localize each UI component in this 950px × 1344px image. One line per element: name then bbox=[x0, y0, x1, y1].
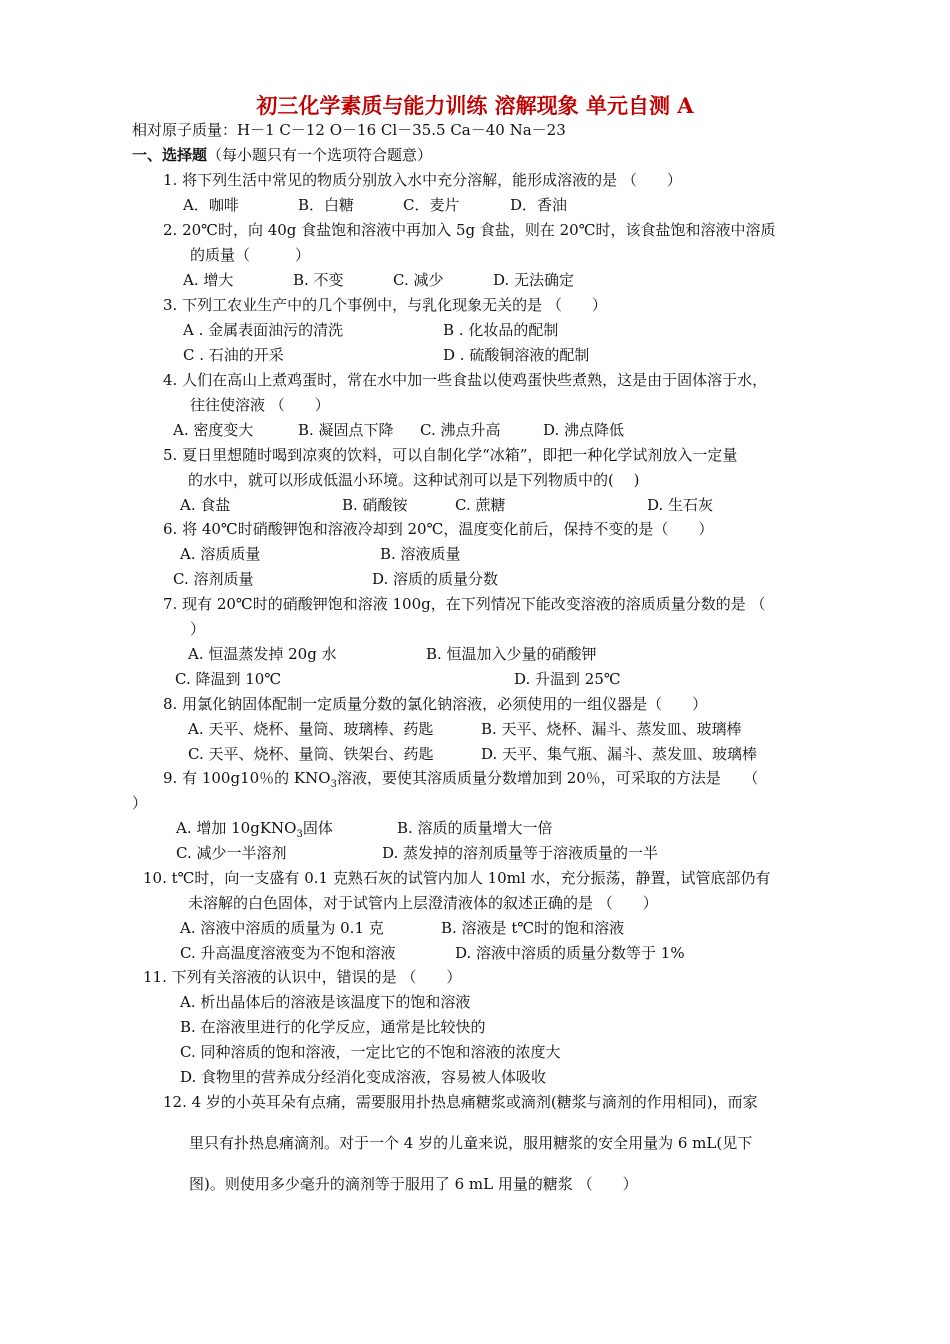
q4-option-a: A. 密度变大 bbox=[173, 421, 254, 439]
q4-option-b: B. 凝固点下降 bbox=[298, 421, 394, 439]
q3-option-d: D . 硫酸铜溶液的配制 bbox=[443, 346, 590, 364]
q1-option-a: A．咖啡 bbox=[183, 196, 239, 214]
q3-option-b: B . 化妆品的配制 bbox=[443, 321, 559, 339]
q9-option-b: B. 溶质的质量增大一倍 bbox=[397, 819, 553, 837]
q7-option-b: B. 恒温加入少量的硝酸钾 bbox=[426, 645, 597, 663]
question-2: 2. 20℃时，向 40g 食盐饱和溶液中再加入 5g 食盐，则在 20℃时，该食盐饱和溶液中溶质 bbox=[163, 221, 776, 239]
q11-option-c: C. 同种溶质的饱和溶液，一定比它的不饱和溶液的浓度大 bbox=[180, 1043, 561, 1061]
q8-option-d: D. 天平、集气瓶、漏斗、蒸发皿、玻璃棒 bbox=[481, 745, 758, 763]
question-4-cont: 往往使溶液 （ ） bbox=[190, 396, 330, 414]
question-11: 11. 下列有关溶液的认识中，错误的是 （ ） bbox=[143, 968, 462, 986]
q11-option-a: A. 析出晶体后的溶液是该温度下的饱和溶液 bbox=[180, 993, 471, 1011]
q10-option-c: C. 升高温度溶液变为不饱和溶液 bbox=[180, 944, 396, 962]
q10-option-a: A. 溶液中溶质的质量为 0.1 克 bbox=[180, 919, 384, 937]
question-3: 3. 下列工农业生产中的几个事例中，与乳化现象无关的是 （ ） bbox=[163, 296, 607, 314]
q3-option-a: A . 金属表面油污的清洗 bbox=[183, 321, 344, 339]
q1-option-b: B．白糖 bbox=[298, 196, 355, 214]
question-9-cont: ） bbox=[132, 794, 148, 812]
q10-option-b: B. 溶液是 t℃时的饱和溶液 bbox=[441, 919, 625, 937]
q4-option-d: D. 沸点降低 bbox=[543, 421, 625, 439]
question-4: 4. 人们在高山上煮鸡蛋时，常在水中加一些食盐以使鸡蛋快些煮熟，这是由于固体溶于水， bbox=[163, 371, 768, 389]
q8-option-a: A. 天平、烧杯、量筒、玻璃棒、药匙 bbox=[188, 720, 434, 738]
q6-option-d: D. 溶质的质量分数 bbox=[372, 570, 499, 588]
q9-option-a-subscript: 3 bbox=[296, 829, 303, 840]
question-10: 10. t℃时，向一支盛有 0.1 克熟石灰的试管内加人 10ml 水，充分振荡，静置，试管底部仍有 bbox=[143, 869, 771, 887]
q2-option-a: A. 增大 bbox=[183, 271, 234, 289]
q1-option-d: D．香油 bbox=[510, 196, 568, 214]
question-6: 6. 将 40℃时硝酸钾饱和溶液冷却到 20℃，温度变化前后，保持不变的是（ ） bbox=[163, 520, 714, 538]
q2-option-b: B. 不变 bbox=[293, 271, 344, 289]
atomic-mass-line: 相对原子质量：H－1 C－12 O－16 Cl－35.5 Ca－40 Na－23 bbox=[132, 121, 566, 139]
question-5-cont: 的水中，就可以形成低温小环境。这种试剂可以是下列物质中的( ) bbox=[188, 471, 640, 489]
q2-option-c: C. 减少 bbox=[393, 271, 444, 289]
q5-option-a: A. 食盐 bbox=[180, 496, 231, 514]
q3-option-c: C . 石油的开采 bbox=[183, 346, 284, 364]
q2-option-d: D. 无法确定 bbox=[493, 271, 575, 289]
question-12-cont-1: 里只有扑热息痛滴剂。对于一个 4 岁的儿童来说，服用糖浆的安全用量为 6 mL(见下 bbox=[189, 1134, 753, 1152]
question-10-cont: 未溶解的白色固体，对于试管内上层澄清液体的叙述正确的是 （ ） bbox=[188, 894, 658, 912]
question-7: 7. 现有 20℃时的硝酸钾饱和溶液 100g，在下列情况下能改变溶液的溶质质量分数的是 （ bbox=[163, 595, 766, 613]
question-12: 12. 4 岁的小英耳朵有点痛，需要服用扑热息痛糖浆或滴剂(糖浆与滴剂的作用相同)，而家 bbox=[163, 1093, 758, 1111]
q6-option-c: C. 溶剂质量 bbox=[173, 570, 254, 588]
question-8: 8. 用氯化钠固体配制一定质量分数的氯化钠溶液，必须使用的一组仪器是（ ） bbox=[163, 695, 708, 713]
q7-option-a: A. 恒温蒸发掉 20g 水 bbox=[188, 645, 337, 663]
q9-option-d: D. 蒸发掉的溶剂质量等于溶液质量的一半 bbox=[382, 844, 659, 862]
q11-option-b: B. 在溶液里进行的化学反应，通常是比较快的 bbox=[180, 1018, 486, 1036]
q9-text-start: 9. 有 100g10％的 KNO bbox=[163, 769, 331, 787]
section-note: （每小题只有一个选项符合题意） bbox=[207, 146, 433, 164]
q5-option-c: C. 蔗糖 bbox=[455, 496, 506, 514]
section-title: 一、选择题 bbox=[132, 146, 208, 164]
section-heading bbox=[132, 145, 432, 165]
q5-option-b: B. 硝酸铵 bbox=[342, 496, 408, 514]
question-7-cont: ） bbox=[190, 620, 206, 638]
q8-option-b: B. 天平、烧杯、漏斗、蒸发皿、玻璃棒 bbox=[481, 720, 742, 738]
q9-option-a bbox=[176, 818, 333, 845]
q7-option-d: D. 升温到 25℃ bbox=[514, 670, 621, 688]
question-5: 5. 夏日里想随时喝到凉爽的饮料，可以自制化学“冰箱”，即把一种化学试剂放入一定量 bbox=[163, 446, 738, 464]
q6-option-a: A. 溶质质量 bbox=[180, 545, 261, 563]
question-9 bbox=[163, 768, 758, 795]
q9-option-a-text: A. 增加 10gKNO bbox=[176, 819, 297, 837]
q6-option-b: B. 溶液质量 bbox=[380, 545, 461, 563]
q9-subscript: 3 bbox=[330, 779, 337, 790]
q4-option-c: C. 沸点升高 bbox=[420, 421, 501, 439]
q1-option-c: C．麦片 bbox=[403, 196, 460, 214]
q9-option-c: C. 减少一半溶剂 bbox=[176, 844, 287, 862]
question-12-cont-2: 图)。则使用多少毫升的滴剂等于服用了 6 mL 用量的糖浆 （ ） bbox=[189, 1175, 638, 1193]
q5-option-d: D. 生石灰 bbox=[647, 496, 714, 514]
q8-option-c: C. 天平、烧杯、量筒、铁架台、药匙 bbox=[188, 745, 434, 763]
q9-option-a-suffix: 固体 bbox=[302, 819, 333, 837]
q10-option-d: D. 溶液中溶质的质量分数等于 1% bbox=[455, 944, 685, 962]
q11-option-d: D. 食物里的营养成分经消化变成溶液，容易被人体吸收 bbox=[180, 1068, 547, 1086]
q9-text-end: 溶液，要使其溶质质量分数增加到 20％，可采取的方法是 （ bbox=[336, 769, 759, 787]
question-2-cont: 的质量（ ） bbox=[190, 246, 311, 264]
question-1: 1. 将下列生活中常见的物质分别放入水中充分溶解，能形成溶液的是 （ ） bbox=[163, 171, 682, 189]
document-title: 初三化学素质与能力训练 溶解现象 单元自测 A bbox=[256, 93, 694, 118]
q7-option-c: C. 降温到 10℃ bbox=[175, 670, 282, 688]
